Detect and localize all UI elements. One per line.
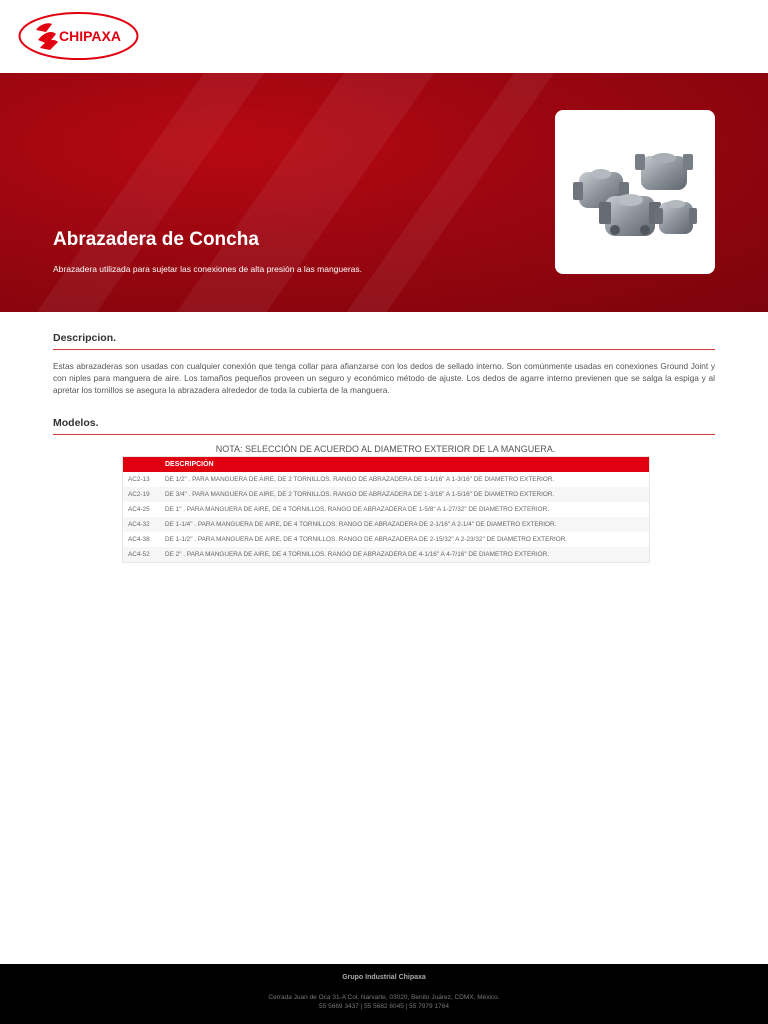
page-title: Abrazadera de Concha xyxy=(53,229,259,250)
chipaxa-logo[interactable] xyxy=(18,10,139,62)
models-table xyxy=(122,456,650,563)
model-description: DE 1" . PARA MANGUERA DE AIRE, DE 4 TORNILLOS. RANGO DE ABRAZADERA DE 1-5/8" A 1-27/32" DE DIAMETRO EXTERIOR. xyxy=(165,506,549,513)
footer-phones: 55 5669 3437 | 55 5682 6045 | 55 7979 1764 xyxy=(319,1003,449,1010)
table-row xyxy=(123,487,649,502)
selection-note: NOTA: SELECCIÓN DE ACUERDO AL DIAMETRO EXTERIOR DE LA MANGUERA. xyxy=(215,444,556,454)
model-code: AC4-25 xyxy=(128,506,150,513)
page-footer xyxy=(0,964,768,1024)
model-code: AC2-19 xyxy=(128,491,150,498)
table-row xyxy=(123,502,649,517)
footer-company: Grupo Industrial Chipaxa xyxy=(342,974,426,981)
model-code: AC4-38 xyxy=(128,536,150,543)
hero-banner xyxy=(0,73,768,312)
description-text: Estas abrazaderas son usadas con cualquier conexión que tenga collar para afianzarse con los dedos de sellado interno. Son comúnmente usadas en conexiones Ground Joint y con niples para manguera de aire. Los tamaños pequeños proveen un seguro y económico método de ajuste. Los dedos de agarre interno previenen que se salga la espiga y al apretar los tornillos se asegura la abrazadera alrededor de toda la cubierta de la manguera. xyxy=(53,361,715,395)
footer-address: Cerrada Juan de Oca 31-A Col. Narvarte, 03020, Benito Juárez, CDMX, México. xyxy=(268,994,500,1001)
product-image-card xyxy=(555,110,715,274)
product-image xyxy=(555,110,715,274)
table-row xyxy=(123,517,649,532)
model-code: AC4-32 xyxy=(128,521,150,528)
column-header-description: DESCRIPCIÓN xyxy=(165,461,214,468)
model-description: DE 1/2" . PARA MANGUERA DE AIRE, DE 2 TORNILLOS. RANGO DE ABRAZADERA DE 1-1/16" A 1-3/16" DE DIAMETRO EXTERIOR. xyxy=(165,476,555,483)
description-heading: Descripcion. xyxy=(53,332,117,344)
model-description: DE 3/4" . PARA MANGUERA DE AIRE, DE 2 TORNILLOS. RANGO DE ABRAZADERA DE 1-3/16" A 1-5/16" DE DIAMETRO EXTERIOR. xyxy=(165,491,555,498)
model-description: DE 1-1/4" . PARA MANGUERA DE AIRE, DE 4 TORNILLOS. RANGO DE ABRAZADERA DE 2-1/16" A 2-1/4" DE DIAMETRO EXTERIOR. xyxy=(165,521,557,528)
table-header xyxy=(123,457,649,472)
page-header xyxy=(0,0,768,73)
model-description: DE 1-1/2" . PARA MANGUERA DE AIRE, DE 4 TORNILLOS. RANGO DE ABRAZADERA DE 2-15/32" A 2-23/32" DE DIAMETRO EXTERIOR. xyxy=(165,536,568,543)
page-subtitle: Abrazadera utilizada para sujetar las conexiones de alta presión a las mangueras. xyxy=(53,264,363,274)
table-row xyxy=(123,547,649,562)
models-heading: Modelos. xyxy=(53,417,99,429)
model-code: AC2-13 xyxy=(128,476,150,483)
table-row xyxy=(123,532,649,547)
section-divider xyxy=(53,434,715,435)
section-divider xyxy=(53,349,715,350)
model-code: AC4-52 xyxy=(128,551,150,558)
table-row xyxy=(123,472,649,487)
logo-wordmark: CHIPAXA xyxy=(59,28,121,44)
model-description: DE 2" . PARA MANGUERA DE AIRE, DE 4 TORNILLOS. RANGO DE ABRAZADERA DE 4-1/16" A 4-7/16" DE DIAMETRO EXTERIOR. xyxy=(165,551,549,558)
